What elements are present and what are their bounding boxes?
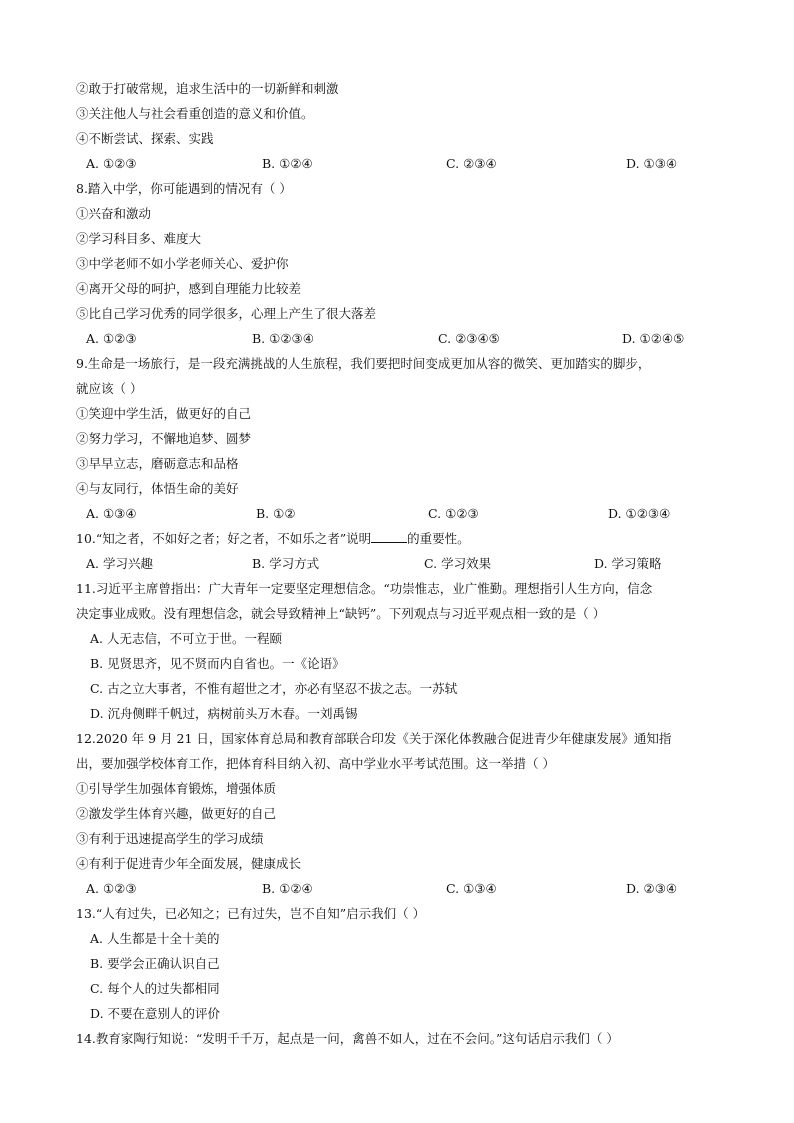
q9-option-c: C. ①②③ [428, 506, 479, 521]
q10-stem-before: 10.“知之者，不如好之者；好之者，不如乐之者”说明 [76, 531, 372, 546]
q8-option-b: B. ①②③④ [252, 331, 314, 346]
q13-option-d: D. 不要在意别人的评价 [90, 1006, 221, 1021]
q9-item-3: ③早早立志，磨砺意志和品格 [76, 456, 239, 471]
q9-item-4: ④与友同行，体悟生命的美好 [76, 481, 239, 496]
q7-option-c: C. ②③④ [446, 156, 497, 171]
q11-option-c: C. 古之立大事者，不惟有超世之才，亦必有坚忍不拔之志。一苏轼 [90, 681, 458, 696]
q8-item-3: ③中学老师不如小学老师关心、爱护你 [76, 256, 289, 271]
q13-option-b: B. 要学会正确认识自己 [90, 956, 220, 971]
q9-options [76, 501, 726, 526]
q9-stem-line-1: 9.生命是一场旅行，是一段充满挑战的人生旅程，我们要把时间变成更加从容的微笑、更加踏实的脚步， [76, 356, 651, 371]
q12-option-c: C. ①③④ [446, 881, 497, 896]
q9-option-b: B. ①② [256, 506, 296, 521]
q11-option-d: D. 沉舟侧畔千帆过，病树前头万木春。一刘禹锡 [90, 706, 358, 721]
q10-option-d: D. 学习策略 [594, 556, 662, 571]
q7-options [76, 151, 726, 176]
q8-item-2: ②学习科目多、难度大 [76, 231, 202, 246]
q7-item-2: ②敢于打破常规，追求生活中的一切新鲜和刺激 [76, 81, 339, 96]
q11-option-a: A. 人无志信，不可立于世。一程颐 [90, 631, 282, 646]
q11-option-b: B. 见贤思齐，见不贤而内自省也。一《论语》 [90, 656, 345, 671]
q8-option-c: C. ②③④⑤ [438, 331, 500, 346]
q8-item-1: ①兴奋和激动 [76, 206, 152, 221]
q12-options [76, 876, 726, 901]
q12-option-d: D. ②③④ [626, 881, 678, 896]
q12-item-4: ④有利于促进青少年全面发展，健康成长 [76, 856, 302, 871]
answer-blank [371, 528, 407, 543]
q12-item-2: ②激发学生体育兴趣，做更好的自己 [76, 806, 277, 821]
q11-stem-line-2: 决定事业成败。没有理想信念，就会导致精神上“缺钙”。下列观点与习近平观点相一致的是（ ） [76, 606, 606, 621]
q12-stem-line-1: 12.2020 年 9 月 21 日，国家体育总局和教育部联合印发《关于深化体教融合促进青少年健康发展》通知指 [76, 731, 672, 746]
q9-option-d: D. ①②③④ [608, 506, 671, 521]
q10-option-a: A. 学习兴趣 [86, 556, 153, 571]
exam-page [76, 76, 726, 1051]
q8-option-d: D. ①②④⑤ [622, 331, 685, 346]
q8-stem: 8.踏入中学，你可能遇到的情况有（ ） [76, 181, 292, 196]
q10-stem-after: 的重要性。 [407, 531, 470, 546]
q8-item-4: ④离开父母的呵护，感到自理能力比较差 [76, 281, 302, 296]
q10-option-b: B. 学习方式 [252, 556, 320, 571]
q12-item-3: ③有利于迅速提高学生的学习成绩 [76, 831, 264, 846]
q12-stem-line-2: 出，要加强学校体育工作，把体育科目纳入初、高中学业水平考试范围。这一举措（ ） [76, 756, 555, 771]
q9-item-1: ①笑迎中学生活，做更好的自己 [76, 406, 252, 421]
q7-option-a: A. ①②③ [86, 156, 137, 171]
q9-option-a: A. ①③④ [86, 506, 137, 521]
q7-item-3: ③关注他人与社会看重创造的意义和价值。 [76, 106, 314, 121]
q13-option-c: C. 每个人的过失都相同 [90, 981, 220, 996]
q10-options [76, 551, 726, 576]
q8-item-5: ⑤比自己学习优秀的同学很多，心理上产生了很大落差 [76, 306, 377, 321]
q12-option-a: A. ①②③ [86, 881, 137, 896]
q7-option-b: B. ①②④ [262, 156, 313, 171]
q14-stem: 14.教育家陶行知说：“发明千千万，起点是一问，禽兽不如人，过在不会问。”这句话启示我们（ ） [76, 1031, 619, 1046]
q10-option-c: C. 学习效果 [424, 556, 492, 571]
q8-option-a: A. ①②③ [86, 331, 137, 346]
q12-item-1: ①引导学生加强体育锻炼，增强体质 [76, 781, 277, 796]
q7-option-d: D. ①③④ [626, 156, 678, 171]
q13-stem: 13.“人有过失，已必知之；已有过失，岂不自知”启示我们（ ） [76, 906, 426, 921]
q11-stem-line-1: 11.习近平主席曾指出：广大青年一定要坚定理想信念。“功崇惟志，业广惟勤。理想指引人生方向，信念 [76, 581, 653, 596]
q8-options [76, 326, 726, 351]
q9-item-2: ②努力学习，不懈地追梦、圆梦 [76, 431, 252, 446]
q9-stem-line-2: 就应该（ ） [76, 381, 143, 396]
q7-item-4: ④不断尝试、探索、实践 [76, 131, 214, 146]
q10-stem [76, 526, 726, 551]
q13-option-a: A. 人生都是十全十美的 [90, 931, 220, 946]
q12-option-b: B. ①②④ [262, 881, 313, 896]
